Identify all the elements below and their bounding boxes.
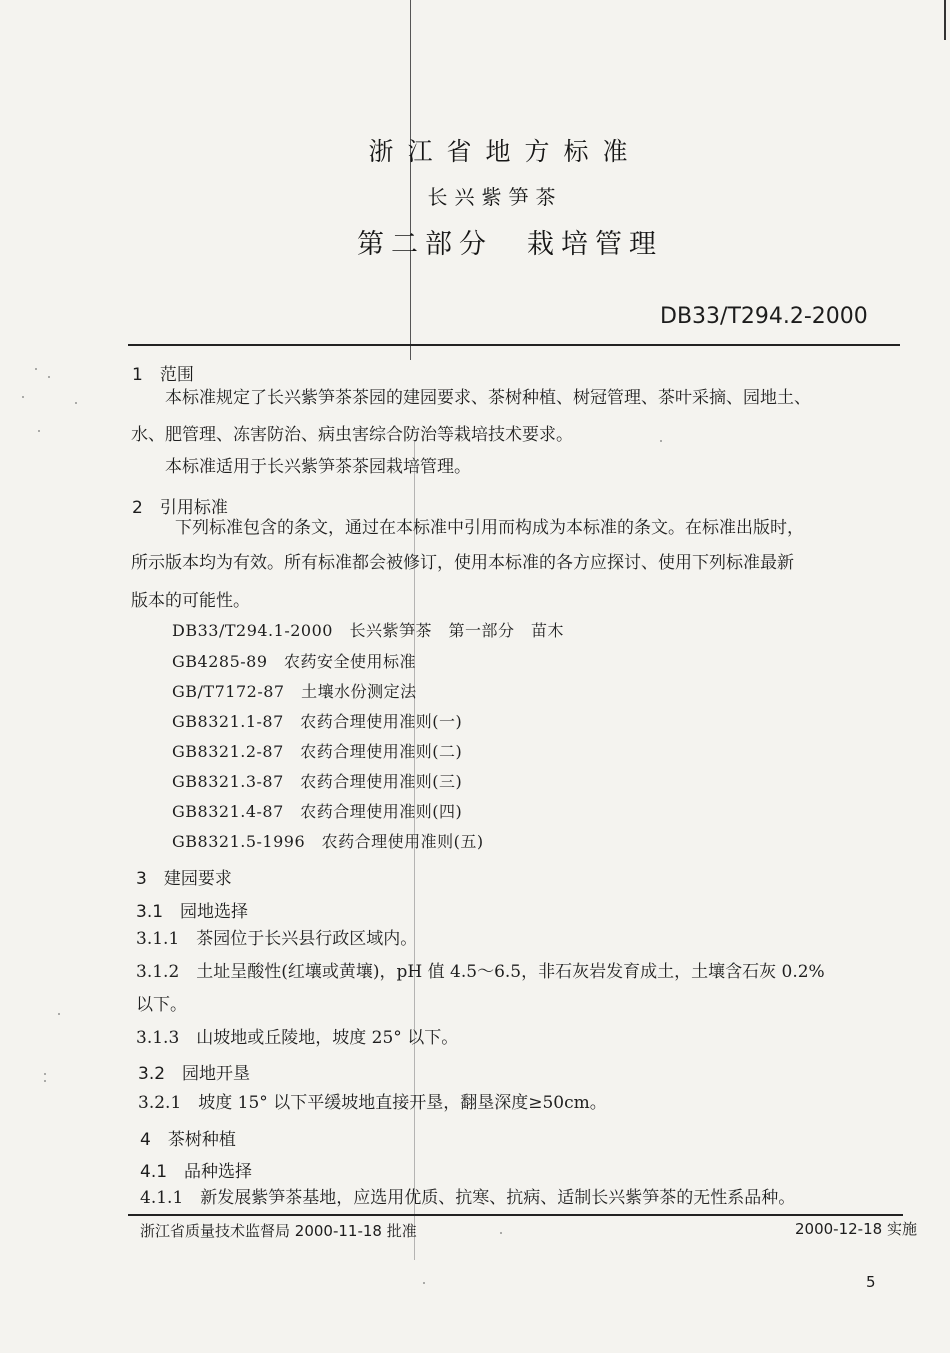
scan-fold-line [410, 0, 411, 360]
page-number: 5 [866, 1273, 876, 1291]
reference-item: GB8321.3-87 农药合理使用准则(三) [172, 772, 463, 791]
scan-noise [423, 1282, 425, 1284]
scan-noise [58, 1013, 60, 1015]
section-3-1-title: 3.1 园地选择 [136, 902, 249, 922]
section-1-para-2: 本标准适用于长兴紫笋茶茶园栽培管理。 [165, 457, 471, 477]
standard-code: DB33/T294.2-2000 [660, 304, 868, 329]
scan-noise [44, 1080, 46, 1082]
reference-item: GB/T7172-87 土壤水份测定法 [172, 682, 417, 701]
section-1-title: 1 范围 [132, 365, 194, 385]
section-1-para-1a: 本标准规定了长兴紫笋茶茶园的建园要求、茶树种植、树冠管理、茶叶采摘、园地土、 [165, 388, 811, 408]
section-4-title: 4 茶树种植 [140, 1130, 236, 1150]
clause-3-1-1: 3.1.1 茶园位于长兴县行政区域内。 [136, 929, 418, 949]
approval-line: 浙江省质量技术监督局 2000-11-18 批准 [140, 1222, 417, 1240]
section-3-title: 3 建园要求 [136, 869, 232, 889]
section-4-1-title: 4.1 品种选择 [140, 1162, 253, 1182]
reference-item: GB8321.2-87 农药合理使用准则(二) [172, 742, 463, 761]
reference-item: GB8321.5-1996 农药合理使用准则(五) [172, 832, 484, 851]
section-2-title: 2 引用标准 [132, 498, 228, 518]
header-divider [128, 344, 900, 346]
scan-edge-mark [944, 0, 946, 40]
clause-4-1-1: 4.1.1 新发展紫笋茶基地，应选用优质、抗寒、抗病、适制长兴紫笋茶的无性系品种。 [140, 1188, 796, 1208]
implementation-date: 2000-12-18 实施 [795, 1220, 917, 1238]
reference-item: DB33/T294.1-2000 长兴紫笋茶 第一部分 苗木 [172, 621, 564, 640]
scan-noise [35, 368, 37, 370]
reference-item: GB4285-89 农药安全使用标准 [172, 652, 417, 671]
reference-item: GB8321.1-87 农药合理使用准则(一) [172, 712, 463, 731]
section-2-para-c: 版本的可能性。 [131, 591, 250, 611]
clause-3-1-2b: 以下。 [136, 995, 187, 1015]
scan-noise [75, 402, 77, 404]
clause-3-2-1: 3.2.1 坡度 15° 以下平缓坡地直接开垦，翻垦深度≥50cm。 [138, 1093, 607, 1113]
clause-3-1-2a: 3.1.2 土址呈酸性(红壤或黄壤)，pH 值 4.5～6.5，非石灰岩发育成土，土壤含石灰 0.2% [136, 962, 825, 982]
section-2-para-b: 所示版本均为有效。所有标准都会被修订，使用本标准的各方应探讨、使用下列标准最新 [131, 553, 794, 573]
section-1-para-1b: 水、肥管理、冻害防治、病虫害综合防治等栽培技术要求。 [131, 425, 573, 445]
standard-category-title: 浙江省地方标准 [368, 137, 642, 166]
footer-divider [128, 1214, 903, 1216]
section-3-2-title: 3.2 园地开垦 [138, 1064, 251, 1084]
scan-noise [48, 376, 50, 378]
clause-3-1-3: 3.1.3 山坡地或丘陵地，坡度 25° 以下。 [136, 1028, 459, 1048]
scan-noise [44, 1073, 46, 1075]
standard-part-title: 第二部分 栽培管理 [357, 229, 663, 260]
scan-noise [38, 430, 40, 432]
section-2-para-a: 下列标准包含的条文，通过在本标准中引用而构成为本标准的条文。在标准出版时， [175, 518, 804, 538]
standard-product-title: 长兴紫笋茶 [427, 185, 563, 209]
reference-item: GB8321.4-87 农药合理使用准则(四) [172, 802, 463, 821]
scan-noise [22, 396, 24, 398]
scan-noise [660, 440, 662, 442]
scan-noise [500, 1232, 502, 1234]
